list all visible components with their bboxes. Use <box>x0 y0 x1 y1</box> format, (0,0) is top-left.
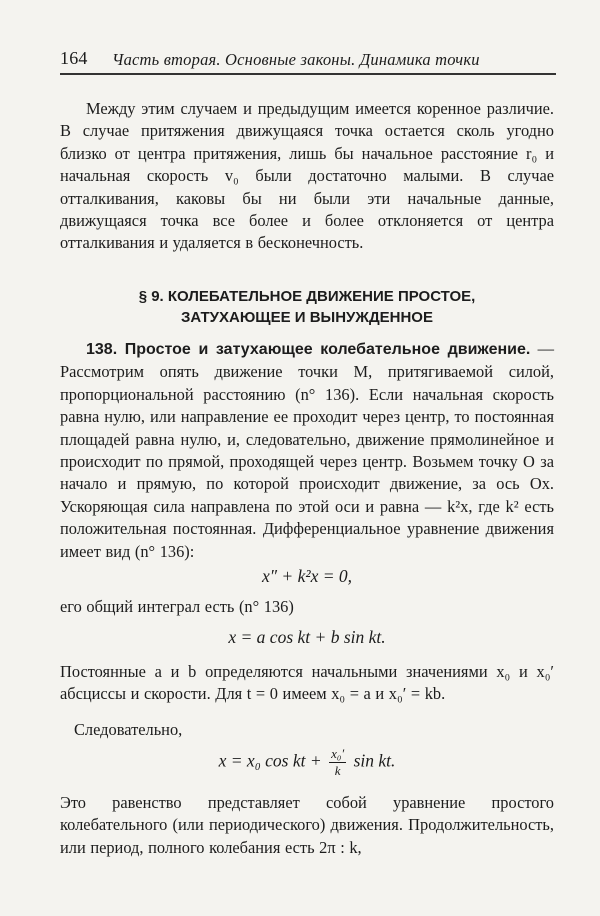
section-heading-line1: § 9. КОЛЕБАТЕЛЬНОЕ ДВИЖЕНИЕ ПРОСТОЕ, <box>138 288 476 305</box>
formula3-fraction <box>329 746 346 779</box>
paragraph-general-integral: его общий интеграл есть (n° 136) <box>60 597 294 616</box>
formula3-denominator: k <box>334 763 341 778</box>
article-body: — Рассмотрим опять движение точки M, притягиваемой силой, пропорциональной расстоянию (n° 136). Если начальная скорость равна нулю, или направление ее проходит через центр, то постоянная площадей равна нулю, и, следовательно, движение прямолинейное и происходит по прямой, проходящей через центр. Возьмем точку O за начало и прямую, по которой происходит движение, за ось Ox. Ускоряющая сила направлена по этой оси и равна — k²x, где k² есть положительная постоянная. Дифференциальное уравнение движения имеет вид (n° 136): <box>60 339 554 561</box>
paragraph-therefore: Следовательно, <box>74 720 183 739</box>
formula-solution-with-initial-values <box>60 746 554 792</box>
section-heading-line2: ЗАТУХАЮЩЕЕ И ВЫНУЖДЕННОЕ <box>181 309 433 326</box>
formula-general-solution: x = a cos kt + b sin kt. <box>228 627 386 647</box>
formula-differential-equation: x″ + k²x = 0, <box>261 566 353 586</box>
page-header <box>60 42 556 72</box>
section-heading <box>60 286 554 328</box>
paragraph-138 <box>60 338 554 563</box>
formula3-left: x = x₀ cos kt + <box>218 750 322 771</box>
running-title: Часть вторая. Основные законы. Динамика точки <box>112 50 480 69</box>
header-rule <box>60 73 556 75</box>
formula3-right: sin kt. <box>353 750 396 771</box>
formula3-numerator: x₀′ <box>331 746 345 761</box>
article-heading: 138. Простое и затухающее колебательное движение. <box>86 341 531 358</box>
paragraph-intro: Между этим случаем и предыдущим имеется коренное различие. В случае притяжения движущаяся точка остается сколь угодно близко от центра притяжения, лишь бы начальное расстояние r₀ и начальная скорость v₀ были достаточно малыми. В случае отталкивания, каковы бы ни были эти начальные данные, движущаяся точка все более и более отклоняется от центра отталкивания и удаляется в бесконечность. <box>60 99 554 253</box>
paragraph-constants: Постоянные a и b определяются начальными значениями x₀ и x₀′ абсциссы и скорости. Для t = 0 имеем x₀ = a и x₀′ = kb. <box>60 662 554 704</box>
page-number: 164 <box>60 48 88 68</box>
paragraph-simple-oscillation: Это равенство представляет собой уравнение простого колебательного (или периодического) движения. Продолжительность, или период, полного колебания есть 2π : k, <box>60 793 554 857</box>
